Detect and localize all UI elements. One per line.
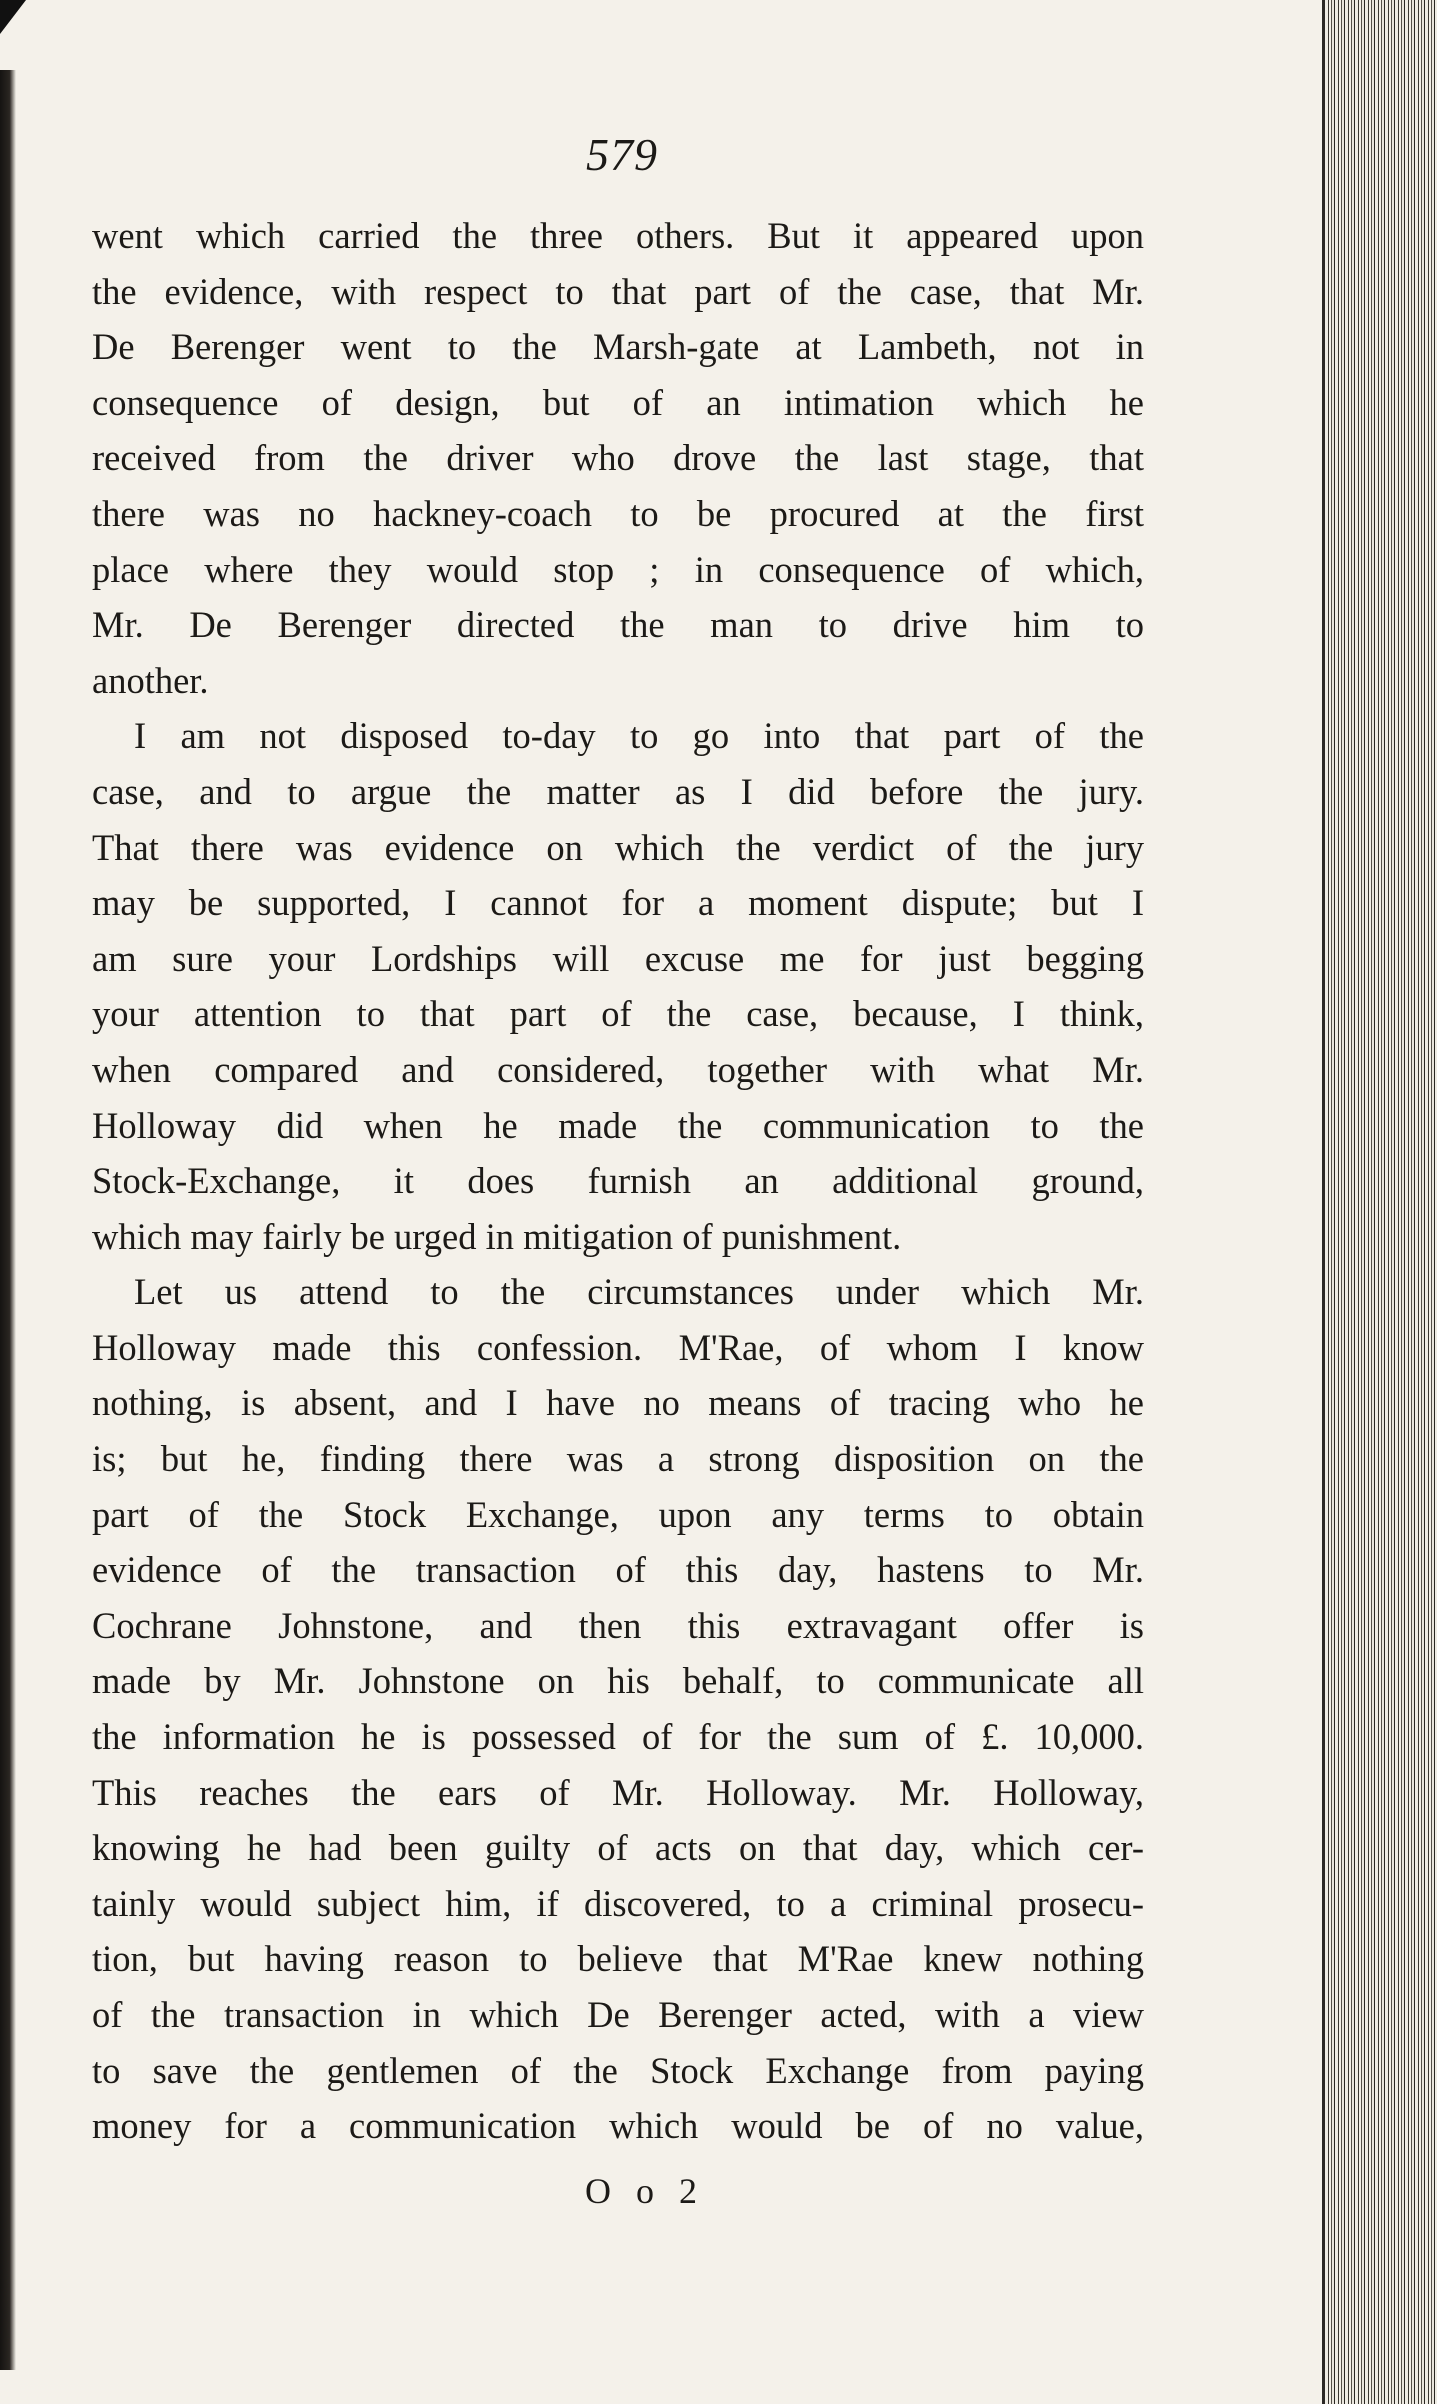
binding-edge [0,70,16,2370]
text-line: the information he is possessed of for the sum of £. 10,000. [92,1716,1144,1758]
text-line: of the transaction in which De Berenger acted, with a view [92,1994,1144,2035]
text-line: when compared and considered, together with what Mr. [92,1048,1144,1090]
signature-mark: O o 2 [585,2171,705,2211]
text-line: part of the Stock Exchange, upon any terms to obtain [92,1493,1144,1535]
text-line: is; but he, finding there was a strong disposition on the [92,1438,1144,1480]
text-line: This reaches the ears of Mr. Holloway. Mr. Holloway, [92,1771,1144,1813]
text-line: Holloway made this confession. M'Rae, of whom I know [92,1326,1144,1368]
text-line: tion, but having reason to believe that M'Rae knew nothing [92,1938,1144,1980]
text-line: went which carried the three others. But it appeared upon [92,215,1144,256]
text-line: another. [92,659,209,701]
text-line: That there was evidence on which the verdict of the jury [92,826,1144,868]
body-text [92,208,1144,2154]
text-line: tainly would subject him, if discovered, to a criminal prosecu- [92,1882,1144,1924]
page-stack-edge [1325,0,1437,2404]
text-line: there was no hackney-coach to be procured at the first [92,492,1144,534]
text-line: which may fairly be urged in mitigation of punishment. [92,1215,902,1257]
text-line: Let us attend to the circumstances under which Mr. [134,1271,1144,1313]
text-line: I am not disposed to-day to go into that part of the [134,715,1144,757]
text-line: your attention to that part of the case, because, I think, [92,993,1144,1035]
text-line: De Berenger went to the Marsh-gate at Lambeth, not in [92,326,1144,368]
text-line: Stock-Exchange, it does furnish an additional ground, [92,1160,1144,1202]
text-line: consequence of design, but of an intimation which he [92,381,1144,423]
text-line: made by Mr. Johnstone on his behalf, to communicate all [92,1660,1144,1702]
text-line: Cochrane Johnstone, and then this extravagant offer is [92,1604,1144,1646]
text-line: the evidence, with respect to that part of the case, that Mr. [92,270,1144,312]
text-line: nothing, is absent, and I have no means of tracing who he [92,1382,1144,1424]
text-line: received from the driver who drove the last stage, that [92,437,1144,479]
scan-corner-mark [0,0,26,34]
text-line: place where they would stop ; in consequence of which, [92,548,1144,590]
text-line: am sure your Lordships will excuse me for just begging [92,937,1144,979]
page-number: 579 [586,129,658,180]
text-line: to save the gentlemen of the Stock Exchange from paying [92,2049,1144,2091]
text-line: case, and to argue the matter as I did before the jury. [92,770,1144,812]
text-line: knowing he had been guilty of acts on that day, which cer- [92,1827,1144,1869]
text-line: evidence of the transaction of this day, hastens to Mr. [92,1549,1144,1591]
text-line: may be supported, I cannot for a moment dispute; but I [92,882,1144,924]
text-line: Mr. De Berenger directed the man to drive him to [92,604,1144,646]
text-line: money for a communication which would be of no value, [92,2105,1144,2147]
text-line: Holloway did when he made the communication to the [92,1104,1144,1146]
